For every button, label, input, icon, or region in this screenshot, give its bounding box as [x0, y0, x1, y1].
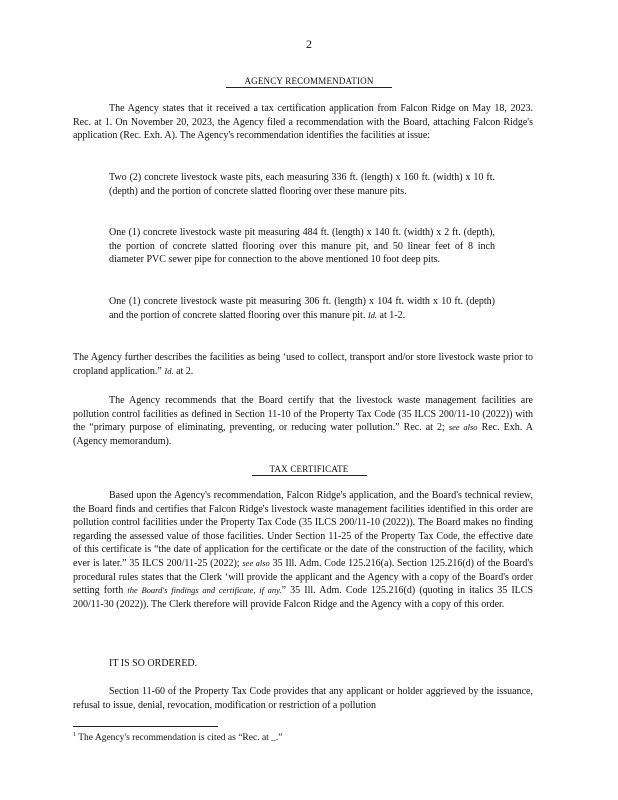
- paragraph-agency-describes: The Agency further describes the facilities as being ‘used to collect, transport and/or store livestock waste prior to cropland application.” Id. at 2.: [73, 352, 533, 377]
- facility-item-3: One (1) concrete livestock waste pit measuring 306 ft. (length) x 104 ft. width x 10 ft. (depth) and the portion of concrete slatted flooring over this manure pit. Id. at 1-2.: [109, 296, 495, 321]
- paragraph-agency-received: The Agency states that it received a tax certification application from Falcon Ridge on May 18, 2023. Rec. at 1. On November 20, 2023, the Agency filed a recommendation with the Board, attaching Falcon Ridge's application (Rec. Exh. A). The Agency's recommendation identifies the facilities at issue:: [73, 103, 533, 142]
- order-statement: IT IS SO ORDERED.: [109, 658, 198, 669]
- paragraph-section-11-60: Section 11-60 of the Property Tax Code provides that any applicant or holder aggrieved by the issuance, refusal to issue, denial, revocation, modification or restriction of a pollution: [73, 686, 533, 711]
- paragraph-board-finds: Based upon the Agency's recommendation, Falcon Ridge's application, and the Board's technical review, the Board finds and certifies that Falcon Ridge's livestock waste management facilities identified in this order are pollution control facilities under the Property Tax Code (35 ILCS 200/11-10 (2022)). The Board makes no finding regarding the assessed value of those facilities. Under Section 11-25 of the Property Tax Code, the effective date of this certificate is “the date of application for the certificate or the date of the construction of the facility, which ever is later.” 35 ILCS 200/11-25 (2022); see also 35 Ill. Adm. Code 125.216(a). Section 125.216(d) of the Board's procedural rules states that the Clerk ‘will provide the applicant and the Agency with a copy of the Board's order setting forth the Board's findings and certificate, if any.” 35 Ill. Adm. Code 125.216(d) (quoting in italics 35 ILCS 200/11-30 (2022)). The Clerk therefore will provide Falcon Ridge and the Agency with a copy of this order.: [73, 490, 534, 610]
- paragraph-agency-recommends: The Agency recommends that the Board certify that the livestock waste management facilities are pollution control facilities as defined in Section 11-10 of the Property Tax Code (35 ILCS 200/11-10 (2022)) with the “primary purpose of eliminating, preventing, or reducing water pollution.” Rec. at 2; see also Rec. Exh. A (Agency memorandum).: [73, 395, 533, 447]
- agency-recommendation-heading: AGENCY RECOMMENDATION: [0, 76, 618, 88]
- footnote: [73, 732, 283, 743]
- facility-item-1: Two (2) concrete livestock waste pits, each measuring 336 ft. (length) x 160 ft. (width) x 10 ft. (depth) and the portion of concrete slatted flooring over these manure pits.: [109, 172, 495, 197]
- facility-item-2: One (1) concrete livestock waste pit measuring 484 ft. (length) x 140 ft. (width) x 2 ft. (depth), the portion of concrete slatted flooring over this manure pit, and 50 linear feet of 8 inch diameter PVC sewer pipe for connection to the above mentioned 10 foot deep pits.: [109, 227, 495, 266]
- page-number: 2: [306, 37, 312, 51]
- tax-certificate-heading: TAX CERTIFICATE: [0, 464, 618, 476]
- footnote-separator: [73, 726, 218, 727]
- footnote-text: The Agency's recommendation is cited as “Rec. at _.”: [78, 733, 283, 744]
- footnote-marker: 1: [73, 732, 76, 738]
